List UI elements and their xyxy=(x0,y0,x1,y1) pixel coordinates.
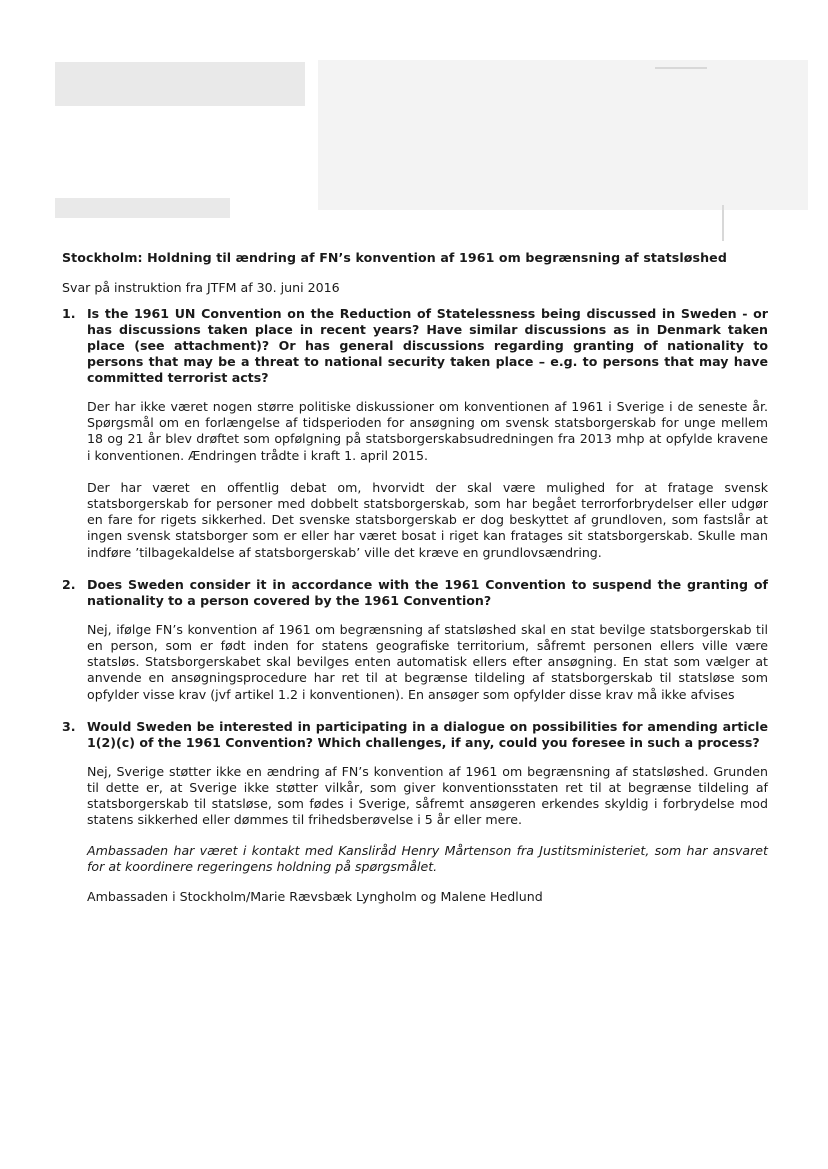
question-text: Does Sweden consider it in accordance with the 1961 Convention to suspend the granting of nationality to a person covered by the 1961 Convention? xyxy=(87,576,768,608)
redacted-header-block xyxy=(55,198,230,218)
question-section-1 xyxy=(62,306,768,561)
document-body xyxy=(62,250,768,917)
answer-paragraph: Der har været en offentlig debat om, hvorvidt der skal være mulighed for at fratage svensk statsborgerskab for personer med dobbelt statsborgerskab, som har begået terrorforbrydelser eller udgør en fare for rigets sikkerhed. Det svenske statsborgerskab er dog beskyttet af grundloven, som fastslår at ingen svensk statsborger som er eller har været bosat i riget kan fratages sit statsborgerskab. Skulle man indføre ’tilbagekaldelse af statsborgerskab’ ville det kræve en grundlovsændring. xyxy=(87,479,768,560)
answer-paragraph: Der har ikke været nogen større politiske diskussioner om konventionen af 1961 i Sverige i de seneste år. Spørgsmål om en forlængelse af tidsperioden for ansøgning om svensk statsborgerskab for unge mellem 18 og 21 år blev drøftet som opfølgning på statsborgerskabsudredningen fra 2013 mhp at opfylde kravene i konventionen. Ændringen trådte i kraft 1. april 2015. xyxy=(87,399,768,463)
redacted-header-line xyxy=(655,67,707,69)
question-number: 2. xyxy=(62,576,76,592)
redacted-header-line xyxy=(722,205,724,241)
question-text: Is the 1961 UN Convention on the Reduction of Statelessness being discussed in Sweden - or has discussions taken place in recent years? Have similar discussions as in Denmark taken place (see attachment)? Or has general discussions regarding granting of nationality to persons that may be a threat to national security taken place – e.g. to persons that may have committed terrorist acts? xyxy=(87,306,768,385)
signature-line: Ambassaden i Stockholm/Marie Rævsbæk Lyngholm og Malene Hedlund xyxy=(87,889,543,905)
answer-paragraph: Nej, Sverige støtter ikke en ændring af FN’s konvention af 1961 om begrænsning af statsløshed. Grunden til dette er, at Sverige ikke støtter vilkår, som giver konventionsstaten ret til at begrænse tildeling af statsborgerskab til statsløse, som fødes i Sverige, såfremt ansøgeren erkendes skyldig i forbrydelse mod statens sikkerhed eller dømmes til frihedsberøvelse i 5 år eller mere. xyxy=(87,763,768,828)
document-title: Stockholm: Holdning til ændring af FN’s konvention af 1961 om begrænsning af statsløshed xyxy=(62,250,727,265)
answer-paragraph: Nej, ifølge FN’s konvention af 1961 om begrænsning af statsløshed skal en stat bevilge statsborgerskab til en person, som er født inden for statens geografiske territorium, såfremt personen ellers ville være statsløs. Statsborgerskabet skal bevilges enten automatisk ellers efter ansøgning. En stat som vælger at anvende en ansøgningsprocedure har ret til at begrænse tildeling af statsborgerskab til statsløse som opfylder visse krav (jvf artikel 1.2 i konventionen). En ansøger som opfylder disse krav må ikke afvises xyxy=(87,621,768,702)
question-section-2 xyxy=(62,577,768,703)
contact-note: Ambassaden har været i kontakt med Kansliråd Henry Mårtenson fra Justitsministeriet, som har ansvaret for at koordinere regeringens holdning på spørgsmålet. xyxy=(87,842,768,874)
question-number: 1. xyxy=(62,306,76,321)
question-section-3 xyxy=(62,719,768,905)
redacted-header-block xyxy=(55,62,305,106)
document-subtitle: Svar på instruktion fra JTFM af 30. juni 2016 xyxy=(62,280,340,295)
question-number: 3. xyxy=(62,718,76,734)
question-text: Would Sweden be interested in participating in a dialogue on possibilities for amending article 1(2)(c) of the 1961 Convention? Which challenges, if any, could you foresee in such a process? xyxy=(87,718,768,750)
redacted-header-block xyxy=(318,60,808,210)
